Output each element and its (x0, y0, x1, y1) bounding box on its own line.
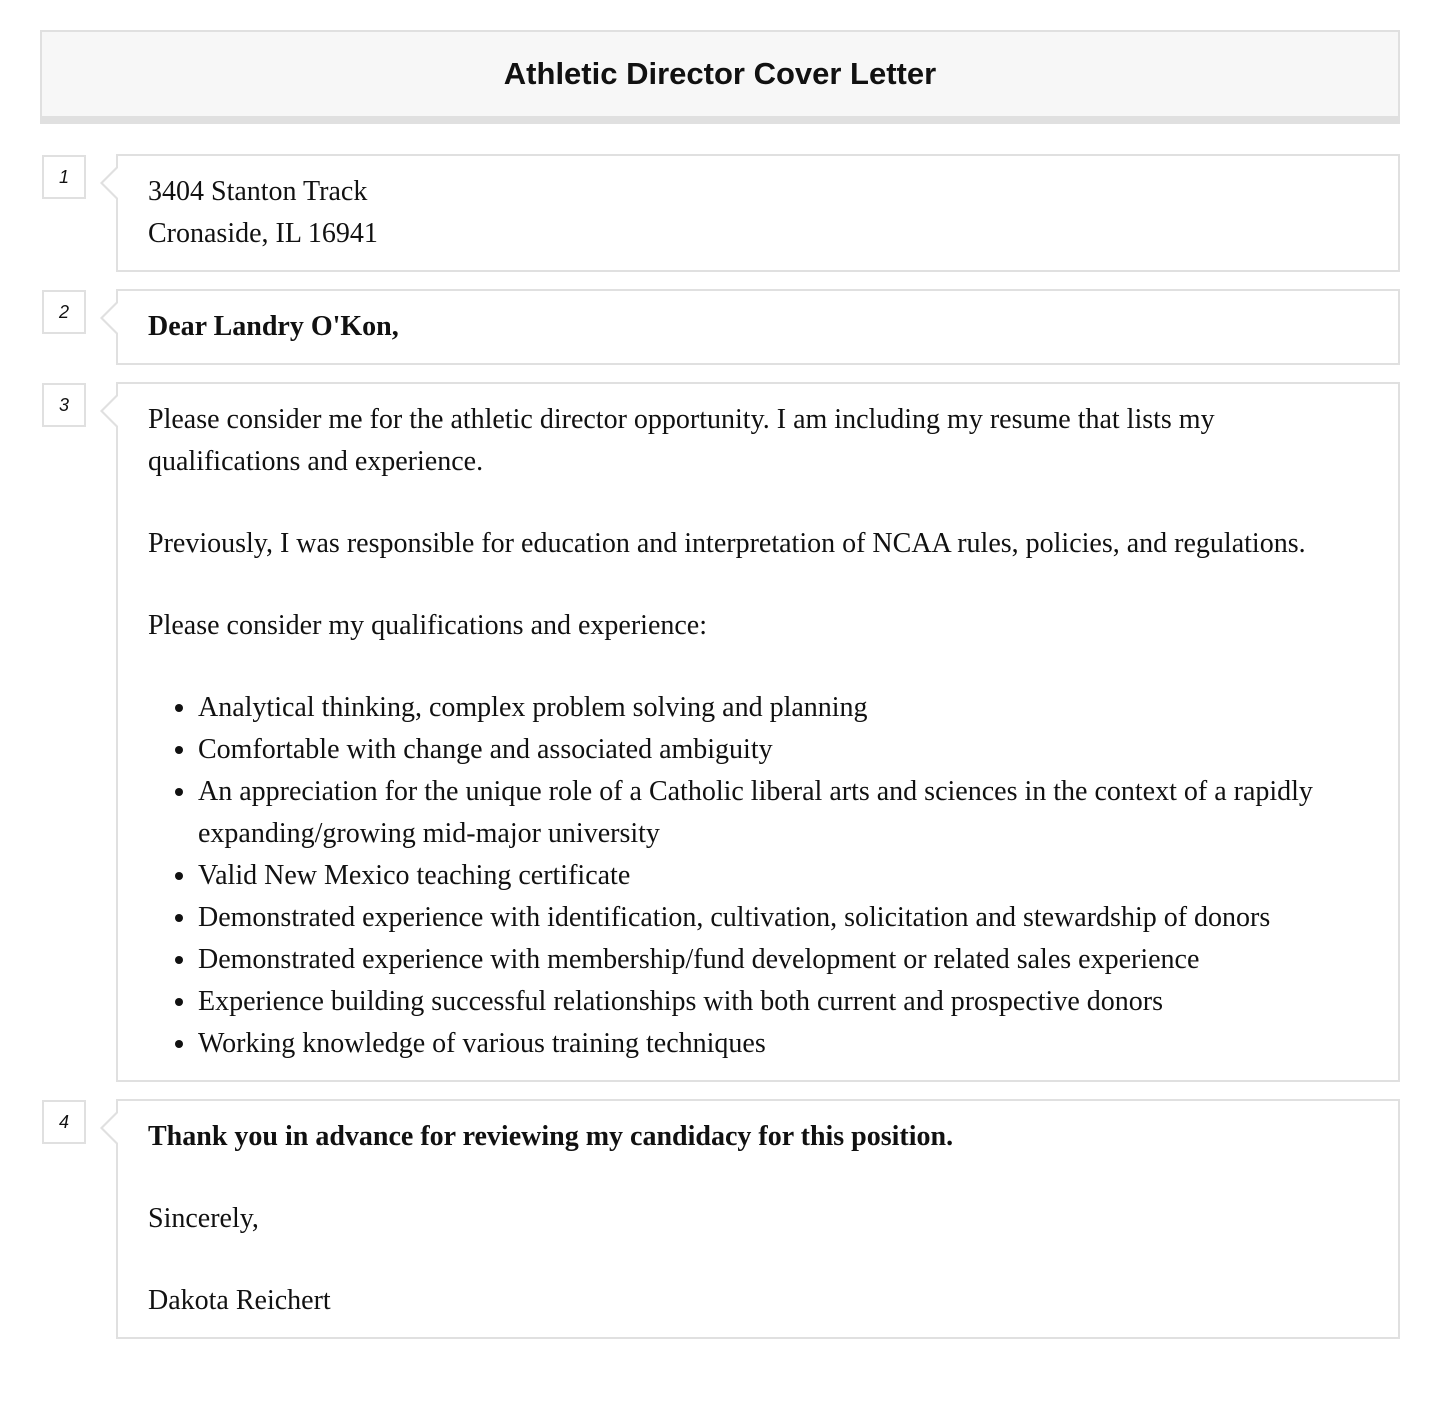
section-number: 3 (42, 383, 86, 427)
address-card (116, 154, 1400, 272)
list-item: • Demonstrated experience with identification, cultivation, solicitation and stewardship of donors (198, 897, 1368, 939)
greeting: Dear Landry O'Kon, (148, 311, 399, 342)
section-number: 1 (42, 155, 86, 199)
qualifications-list (148, 687, 1368, 1065)
signature-name: Dakota Reichert (148, 1285, 331, 1316)
list-item: • An appreciation for the unique role of a Catholic liberal arts and sciences in the context of a rapidly expanding/growing mid-major university (198, 771, 1368, 855)
list-item: • Valid New Mexico teaching certificate (198, 855, 1368, 897)
body-card (116, 382, 1400, 1082)
section-number: 4 (42, 1100, 86, 1144)
signoff: Sincerely, (148, 1203, 259, 1234)
closing-card (116, 1099, 1400, 1339)
list-item: • Analytical thinking, complex problem solving and planning (198, 687, 1368, 729)
greeting-card (116, 289, 1400, 365)
list-item: • Experience building successful relationships with both current and prospective donors (198, 981, 1368, 1023)
page-title: Athletic Director Cover Letter (503, 56, 937, 91)
section-address (40, 154, 1400, 272)
section-greeting (40, 289, 1400, 365)
list-item: • Working knowledge of various training techniques (198, 1023, 1368, 1065)
header (40, 30, 1400, 124)
address-line: Cronaside, IL 16941 (148, 218, 378, 249)
section-body (40, 382, 1400, 1082)
list-item: • Comfortable with change and associated ambiguity (198, 729, 1368, 771)
paragraph: Please consider my qualifications and experience: (148, 610, 708, 641)
list-item: • Demonstrated experience with membership/fund development or related sales experience (198, 939, 1368, 981)
closing-line: Thank you in advance for reviewing my candidacy for this position. (148, 1121, 954, 1152)
address-line: 3404 Stanton Track (148, 176, 368, 207)
paragraph: Previously, I was responsible for education and interpretation of NCAA rules, policies, and regulations. (148, 528, 1306, 559)
paragraph: Please consider me for the athletic director opportunity. I am including my resume that lists my qualifications and experience. (148, 404, 1215, 477)
section-closing (40, 1099, 1400, 1339)
section-number: 2 (42, 290, 86, 334)
